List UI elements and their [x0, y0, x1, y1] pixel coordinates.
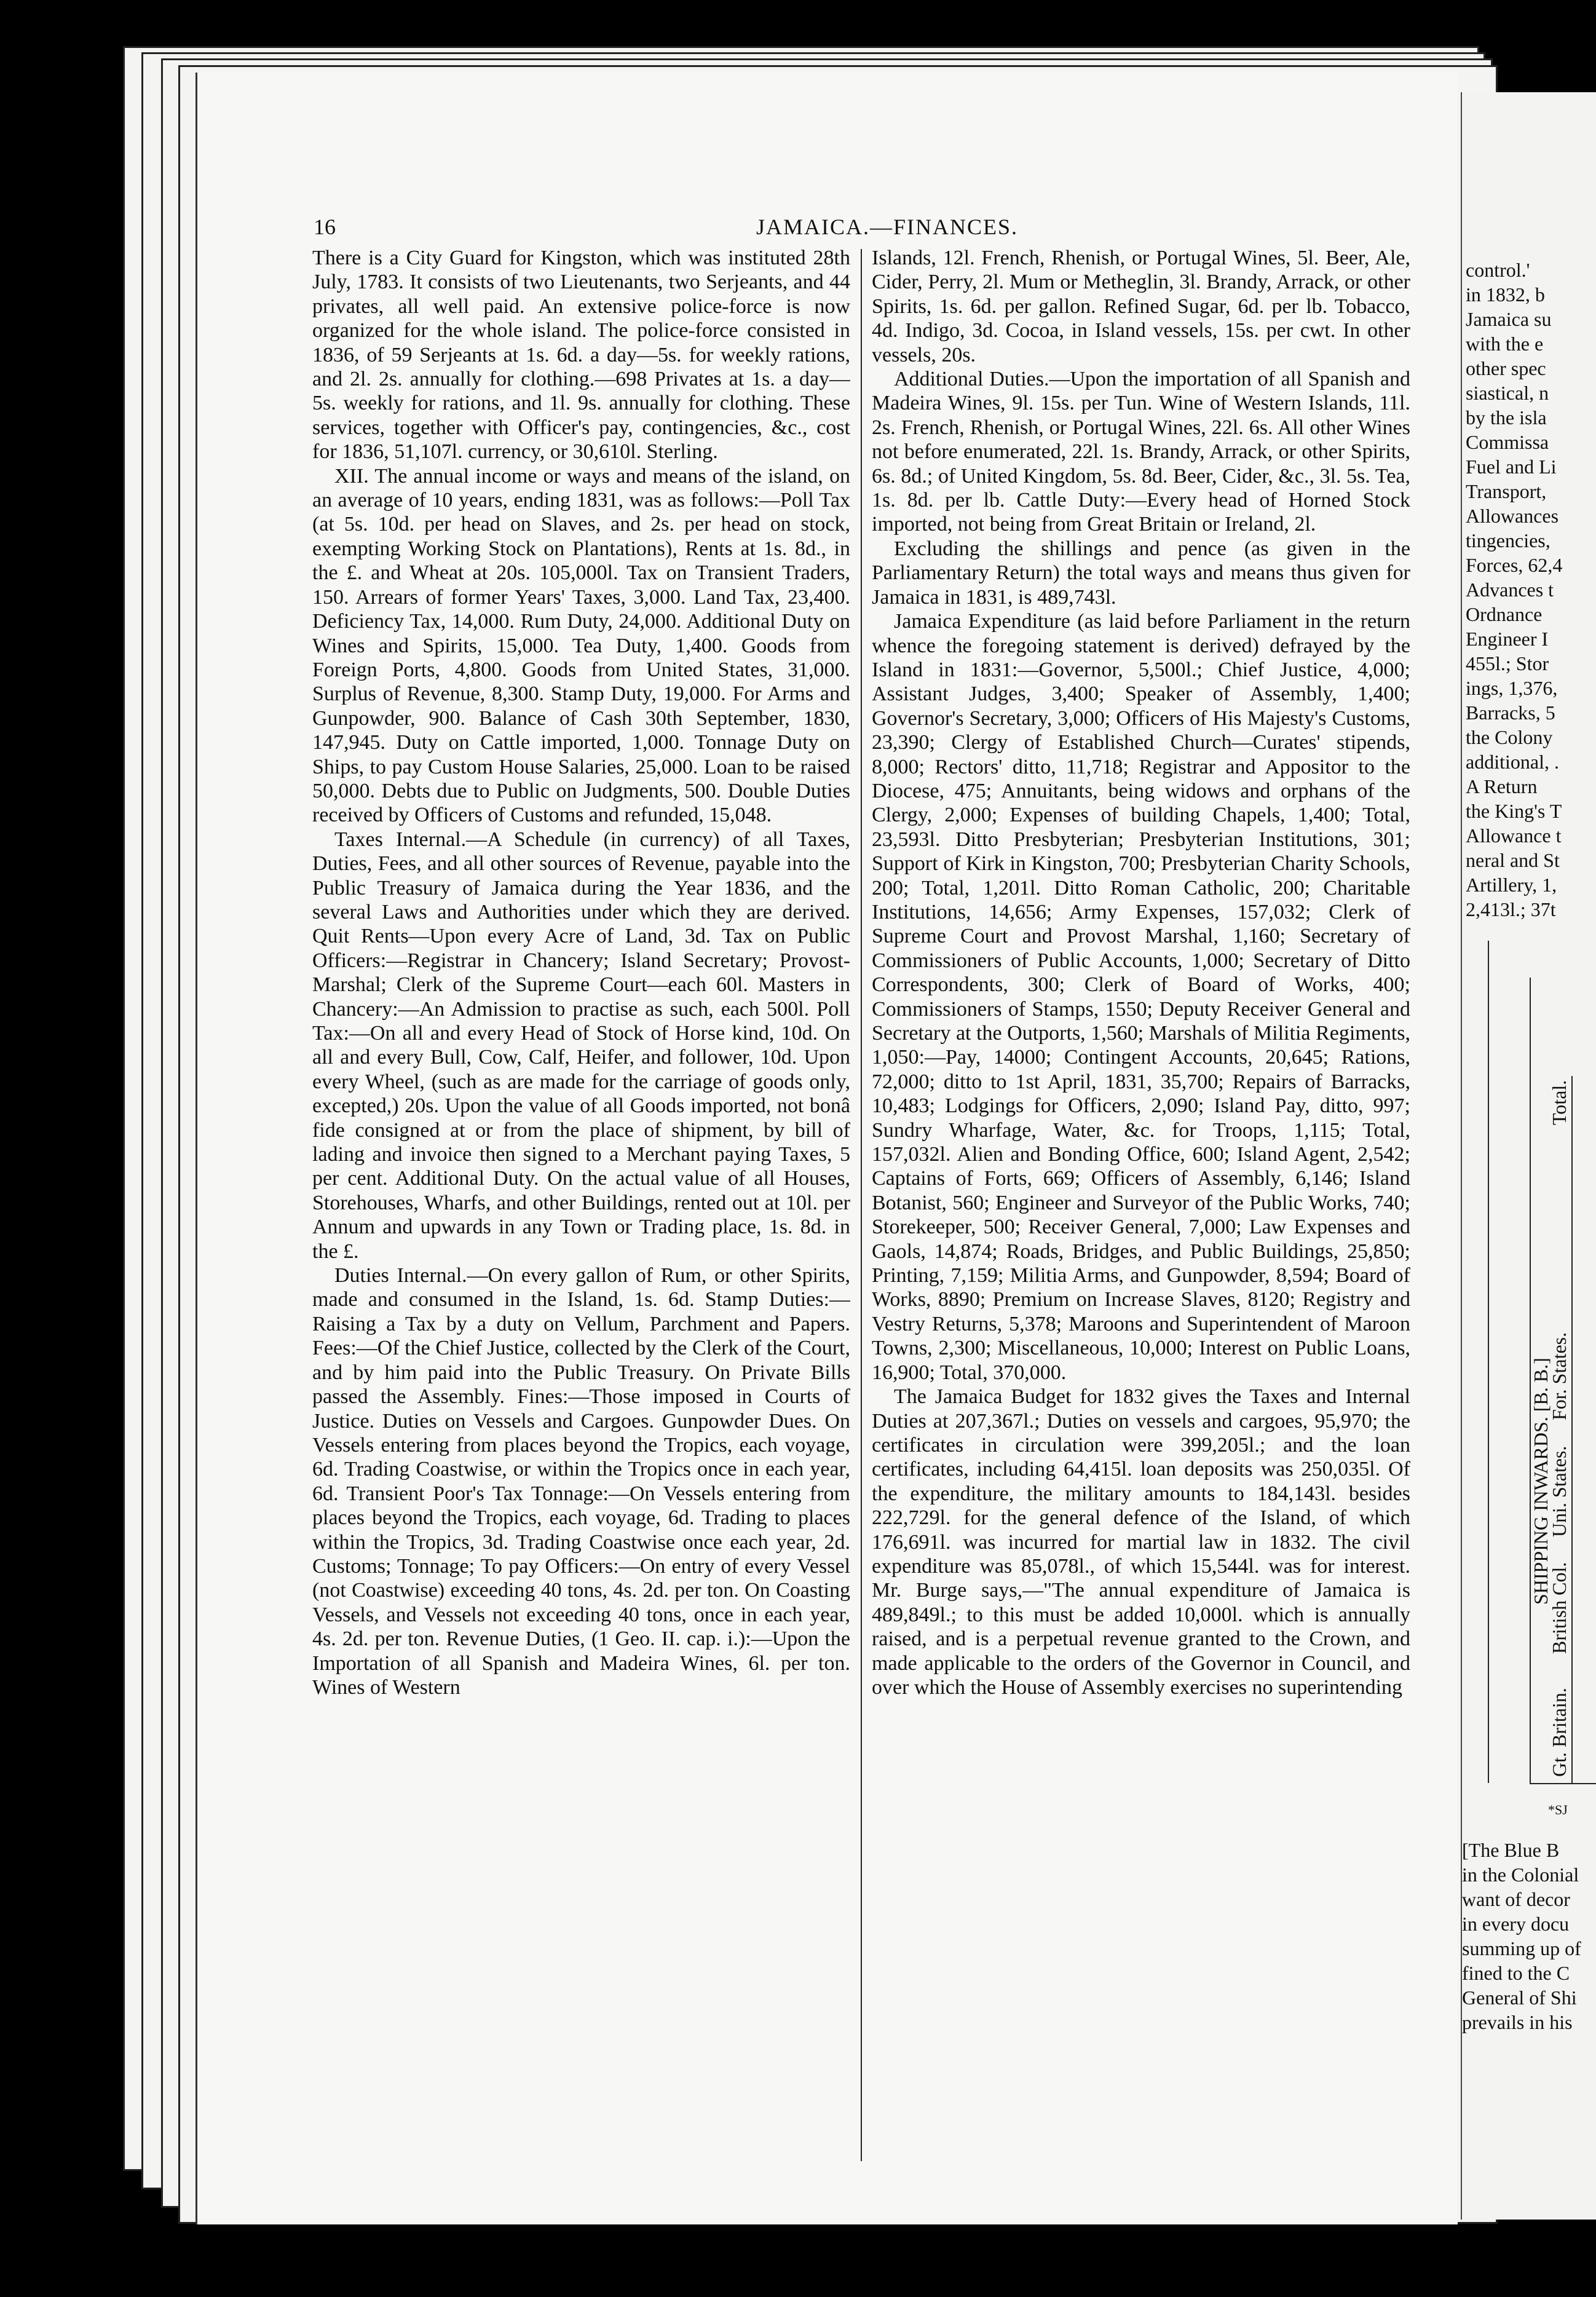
facing-page-line: [The Blue B	[1462, 1839, 1560, 1861]
table-rule	[1571, 1076, 1573, 1783]
running-head	[314, 214, 1408, 245]
facing-page-line: Fuel and Li	[1466, 456, 1557, 478]
table-rule	[1488, 941, 1489, 1783]
facing-page-line: Forces, 62,4	[1466, 554, 1563, 576]
table-column-header: Uni. States.	[1548, 1445, 1570, 1537]
facing-page-line: 2,413l.; 37t	[1466, 898, 1556, 920]
facing-page-line: tingencies,	[1466, 529, 1551, 552]
facing-page-line: Engineer I	[1466, 628, 1549, 650]
facing-page-line: the King's T	[1466, 800, 1562, 822]
facing-page-line: Allowances	[1466, 505, 1559, 527]
paragraph: Additional Duties.—Upon the importation of all Spanish and Madeira Wines, 9l. 15s. per Tun. Wine of Western Islands, 11l. 2s. French, Rhenish, or Portugal Wines, 22l. 6s. All other Wines not before enumerated, 22l. 1s. Brandy, Arrack, or other Spirits, 6s. 8d.; of United Kingdom, 5s. 8d. Beer, Cider, &c., 3l. 5s. Tea, 1s. 8d. per lb. Cattle Duty:—Every head of Horned Stock imported, not being from Great Britain or Ireland, 2l.	[872, 368, 1410, 536]
facing-page-line: A Return	[1466, 775, 1538, 797]
paragraph: Duties Internal.—On every gallon of Rum, or other Spirits, made and consumed in the Island, 1s. 6d. Stamp Duties:—Raising a Tax by a duty on Vellum, Parchment and Papers. Fees:—Of the Chief Justice, collected by the Clerk of the Court, and by him paid into the Public Treasury. On Private Bills passed the Assembly. Fines:—Those imposed in Courts of Justice. Duties on Vessels and Cargoes. Gunpowder Dues. On Vessels entering from places beyond the Tropics, each voyage, 6d. Trading Coastwise, or within the Tropics once in each year, 6d. Transient Poor's Tax Tonnage:—On Vessels entering from places beyond the Tropics, each voyage, 6d. Trading to places within the Tropics, 3d. Trading Coastwise once each year, 2d. Customs; Tonnage; To pay Officers:—On entry of every Vessel (not Coastwise) exceeding 40 tons, 4s. 2d. per ton. On Coasting Vessels, and Vessels not exceeding 40 tons, once in each year, 4s. 2d. per ton. Revenue Duties, (1 Geo. II. cap. i.):—Upon the Importation of all Spanish and Madeira Wines, 6l. per ton. Wines of Western	[312, 1264, 850, 1699]
table-column-header: British Col.	[1548, 1562, 1570, 1654]
paragraph: The Jamaica Budget for 1832 gives the Taxes and Internal Duties at 207,367l.; Duties on vessels and cargoes, 95,970; the certificates in circulation were 399,205l.; and the loan certificates, including 64,415l. loan deposits was 250,035l. Of the expenditure, the military amounts to 184,143l. besides 222,729l. for the general defence of the Island, of which 176,691l. was incurred for martial law in 1832. The civil expenditure was 85,078l., of which 15,544l. was for interest. Mr. Burge says,—"The annual expenditure of Jamaica is 489,849l.; to this must be added 10,000l. which is annually raised, and is a perpetual revenue granted to the Crown, and made applicable to the orders of the Governor in Council, and over which the House of Assembly exercises no superintending	[872, 1385, 1410, 1699]
facing-page-line: Barracks, 5	[1466, 702, 1555, 724]
facing-page-line: want of decor	[1462, 1888, 1570, 1910]
facing-page-line: Allowance t	[1466, 824, 1562, 847]
facing-page-line: siastical, n	[1466, 382, 1549, 404]
paragraph: Islands, 12l. French, Rhenish, or Portugal Wines, 5l. Beer, Ale, Cider, Perry, 2l. Mum or Metheglin, 3l. Brandy, Arrack, or other Spirits, 1s. 6d. per gallon. Refined Sugar, 6d. per lb. Tobacco, 4d. Indigo, 3d. Cocoa, in Island vessels, 15s. per cwt. In other vessels, 20s.	[872, 247, 1410, 366]
paragraph: Taxes Internal.—A Schedule (in currency) of all Taxes, Duties, Fees, and all other sources of Revenue, payable into the Public Treasury of Jamaica during the Year 1836, and the several Laws and Authorities under which they are derived. Quit Rents—Upon every Acre of Land, 3d. Tax on Public Officers:—Registrar in Chancery; Island Secretary; Provost-Marshal; Clerk of the Supreme Court—each 60l. Masters in Chancery:—An Admission to practise as such, each 500l. Poll Tax:—On all and every Head of Stock of Horse kind, 10d. On all and every Bull, Cow, Calf, Heifer, and follower, 10d. Upon every Wheel, (such as are made for the carriage of goods only, excepted,) 20s. Upon the value of all Goods imported, not bonâ fide consigned at or from the place of shipment, by bill of lading and invoice then signed to a Merchant paying Taxes, 5 per cent. Additional Duty. On the actual value of all Houses, Storehouses, Wharfs, and other Buildings, rented out at 10l. per Annum and upwards in any Town or Trading place, 1s. 8d. in the £.	[312, 828, 850, 1263]
facing-page-line: General of Shi	[1462, 1987, 1577, 2009]
facing-page-line: in the Colonial	[1462, 1864, 1579, 1886]
facing-page-line: prevails in his	[1462, 2011, 1573, 2033]
text-column-right	[872, 246, 1410, 2176]
facing-page-line: Advances t	[1466, 579, 1554, 601]
table-column-header: Gt. Britain.	[1548, 1688, 1570, 1777]
text-column-left	[312, 246, 850, 2176]
facing-page-line: by the isla	[1466, 406, 1547, 429]
table-column-header: For. States.	[1548, 1332, 1570, 1420]
facing-page-line: Transport,	[1466, 480, 1547, 502]
column-divider	[861, 249, 862, 2161]
page-number: 16	[314, 215, 336, 239]
table-title: SHIPPING INWARDS. [B. B.]	[1530, 1358, 1552, 1605]
facing-page-line: summing up of	[1462, 1937, 1581, 1959]
paragraph: Jamaica Expenditure (as laid before Parliament in the return whence the foregoing statement is derived) defrayed by the Island in 1831:—Governor, 5,500l.; Chief Justice, 4,000; Assistant Judges, 3,400; Speaker of Assembly, 1,400; Governor's Secretary, 3,000; Officers of His Majesty's Customs, 23,390; Clergy of Established Church—Curates' stipends, 8,000; Rectors' ditto, 11,718; Registrar and Appositor to the Diocese, 475; Annuitants, being widows and orphans of the Clergy, 2,000; Expenses of building Chapels, 1,400; Total, 23,593l. Ditto Presbyterian; Presbyterian Institutions, 301; Support of Kirk in Kingston, 700; Presbyterian Charity Schools, 200; Total, 1,201l. Ditto Roman Catholic, 200; Charitable Institutions, 14,656; Army Expenses, 157,032; Clerk of Supreme Court and Provost Marshal, 1,160; Secretary of Commissioners of Public Accounts, 1,000; Secretary of Ditto Correspondents, 300; Clerk of Board of Works, 400; Commissioners of Stamps, 1550; Deputy Receiver General and Secretary at the Outports, 1,560; Marshals of Militia Regiments, 1,050:—Pay, 14000; Contingent Accounts, 20,645; Rations, 72,000; ditto to 1st April, 1831, 35,700; Repairs of Barracks, 10,483; Lodgings for Officers, 2,090; Island Pay, ditto, 997; Sundry Wharfage, Water, &c. for Troops, 1,115; Total, 157,032l. Alien and Bonding Office, 600; Island Agent, 2,542; Captains of Forts, 669; Officers of Assembly, 6,146; Island Botanist, 560; Engineer and Surveyor of the Public Works, 740; Storekeeper, 500; Receiver General, 7,000; Law Expenses and Gaols, 14,874; Roads, Bridges, and Public Buildings, 25,850; Printing, 7,159; Militia Arms, and Gunpowder, 8,594; Board of Works, 8890; Premium on Increase Slaves, 8120; Registry and Vestry Returns, 5,378; Maroons and Superintendent of Maroon Towns, 2,300; Miscellaneous, 10,000; Interest on Public Loans, 16,900; Total, 370,000.	[872, 610, 1410, 1384]
paragraph: There is a City Guard for Kingston, which was instituted 28th July, 1783. It consists of two Lieutenants, two Serjeants, and 44 privates, all well paid. An extensive police-force is now organized for the whole island. The police-force consisted in 1836, of 59 Serjeants at 1s. 6d. a day—5s. for weekly rations, and 2l. 2s. annually for clothing.—698 Privates at 1s. a day—5s. weekly for rations, and 1l. 9s. annually for clothing. These services, together with Officer's pay, contingencies, &c., cost for 1836, 51,107l. currency, or 30,610l. Sterling.	[312, 247, 850, 464]
facing-page-line: additional, .	[1466, 751, 1559, 773]
facing-page	[1461, 92, 1596, 2220]
facing-page-line: Ordnance	[1466, 603, 1543, 625]
facing-page-line: 455l.; Stor	[1466, 652, 1549, 674]
table-column-header: Total.	[1548, 1080, 1570, 1125]
paragraph: XII. The annual income or ways and means of the island, on an average of 10 years, ending 1831, was as follows:—Poll Tax (at 5s. 10d. per head on Slaves, and 2s. per head on stock, exempting Working Stock on Plantations), Rents at 1s. 8d., in the £. and Wheat at 20s. 105,000l. Tax on Transient Traders, 150. Arrears of former Years' Taxes, 3,000. Land Tax, 23,400. Deficiency Tax, 14,000. Rum Duty, 24,000. Additional Duty on Wines and Spirits, 15,000. Tea Duty, 1,400. Goods from Foreign Ports, 4,800. Goods from United States, 31,000. Surplus of Revenue, 8,300. Stamp Duty, 19,000. For Arms and Gunpowder, 900. Balance of Cash 30th September, 1830, 147,945. Duty on Cattle imported, 1,000. Tonnage Duty on Ships, to pay Custom House Salaries, 25,000. Loan to be raised 50,000. Debts due to Public on Judgments, 500. Double Duties received by Officers of Customs and refunded, 15,048.	[312, 464, 850, 827]
facing-page-line: in every docu	[1462, 1913, 1570, 1935]
facing-page-line: other spec	[1466, 357, 1546, 379]
facing-page-line: neral and St	[1466, 849, 1560, 871]
facing-page-line: the Colony	[1466, 726, 1553, 748]
facing-page-line: in 1832, b	[1466, 283, 1545, 306]
facing-page-line: Artillery, 1,	[1466, 874, 1557, 896]
page-title: JAMAICA.—FINANCES.	[756, 215, 1019, 239]
facing-page-line: ings, 1,376,	[1466, 677, 1558, 699]
paragraph: Excluding the shillings and pence (as given in the Parliamentary Return) the total ways and means thus given for Jamaica in 1831, is 489,743l.	[872, 537, 1410, 609]
facing-page-line: Jamaica su	[1466, 308, 1552, 330]
table-rule	[1530, 1783, 1596, 1784]
facing-page-line: Commissa	[1466, 431, 1549, 453]
facing-page-line: with the e	[1466, 333, 1544, 355]
table-footnote: *SJ	[1548, 1802, 1568, 1817]
facing-page-line: control.'	[1466, 259, 1530, 281]
facing-page-line: fined to the C	[1462, 1962, 1570, 1984]
